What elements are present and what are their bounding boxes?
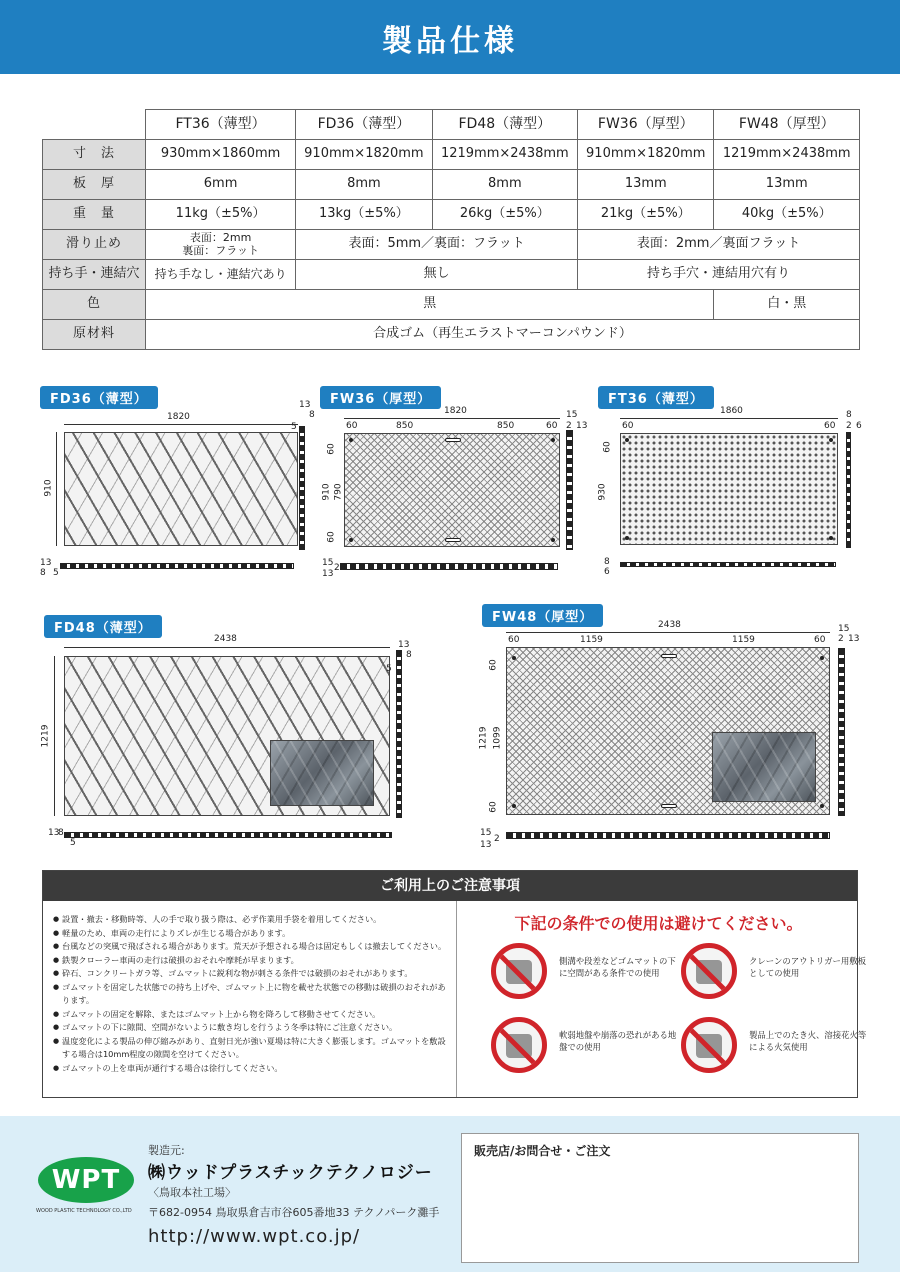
dim-span: 1159	[580, 635, 603, 645]
prohibition-icon	[491, 1017, 547, 1073]
dim-line	[620, 418, 838, 419]
connect-hole	[820, 656, 824, 660]
logo-subtitle: WOOD PLASTIC TECHNOLOGY CO.,LTD	[36, 1208, 132, 1214]
dim-thickness: 5	[53, 568, 59, 578]
antislip-ft36-top: 表面：2mm	[189, 231, 252, 245]
model-fd36: FD36（薄型）	[296, 110, 432, 140]
dim-thickness: 5	[70, 838, 76, 848]
dim-thickness: 15	[838, 624, 850, 634]
list-item: ● 設置・撤去・移動時等、人の手で取り扱う際は、必ず作業用手袋を着用してください。	[53, 913, 453, 927]
model-ft36: FT36（薄型）	[146, 110, 296, 140]
table-row	[43, 320, 860, 350]
dim-thickness: 13	[398, 640, 410, 650]
dim-thickness: 2	[838, 634, 844, 644]
dim-thickness: 6	[856, 421, 862, 431]
handle-slot	[445, 538, 461, 542]
table-cell: 11kg（±5%）	[146, 200, 296, 230]
dim-thickness: 6	[604, 567, 610, 577]
dim-span: 1159	[732, 635, 755, 645]
dim-line	[64, 647, 390, 648]
mat-ft36	[620, 433, 838, 545]
contact-box	[461, 1133, 859, 1263]
table-cell: 表面：5mm／裏面：フラット	[296, 230, 578, 260]
table-cell: 1219mm×2438mm	[714, 140, 860, 170]
page-title: 製品仕様	[382, 24, 518, 59]
dim-thickness: 8	[40, 568, 46, 578]
website-link[interactable]: http://www.wpt.co.jp/	[148, 1226, 361, 1247]
connect-hole	[349, 438, 353, 442]
warning-item	[681, 1017, 871, 1087]
warning-item	[681, 943, 871, 1013]
dim-height: 930	[597, 483, 608, 501]
list-item: ● 鉄製クローラー車両の走行は破損のおそれや摩耗が早まります。	[53, 954, 453, 968]
dim-thickness: 15	[322, 558, 334, 568]
header-bar	[0, 0, 900, 74]
notes-section	[42, 870, 867, 1098]
warning-item	[491, 943, 681, 1013]
table-cell: 合成ゴム（再生エラストマーコンパウンド）	[146, 320, 860, 350]
side-profile	[846, 432, 851, 548]
dim-thickness: 13	[40, 558, 52, 568]
table-cell: 8mm	[432, 170, 577, 200]
address: 〒682-0954 鳥取県倉吉市谷605番地33 テクノパーク灘手	[148, 1206, 440, 1219]
table-cell: 8mm	[296, 170, 432, 200]
handle-slot	[445, 438, 461, 442]
prohibition-icon	[681, 943, 737, 999]
warning-text: 製品上でのたき火、溶接花火等による火気使用	[749, 1030, 867, 1052]
table-row	[43, 170, 860, 200]
connect-hole	[512, 656, 516, 660]
warning-text: 側溝や段差などゴムマットの下に空間がある条件での使用	[559, 956, 676, 978]
diagram-tag-ft36: FT36（薄型）	[598, 386, 714, 409]
table-cell: 白・黒	[714, 290, 860, 320]
dim-margin: 60	[326, 531, 337, 543]
connect-hole	[349, 538, 353, 542]
dim-line	[64, 424, 298, 425]
dim-height: 1219	[478, 726, 489, 750]
dim-span: 1099	[492, 726, 503, 750]
table-corner	[43, 110, 146, 140]
model-fd48: FD48（薄型）	[432, 110, 577, 140]
table-row	[43, 260, 860, 290]
table-cell: 910mm×1820mm	[578, 140, 714, 170]
table-row	[43, 290, 860, 320]
dim-height: 1219	[40, 724, 51, 748]
dim-span: 850	[396, 421, 414, 431]
notes-title: ご利用上のご注意事項	[43, 871, 857, 901]
handle-slot	[661, 804, 677, 808]
connect-hole	[829, 536, 833, 540]
connect-hole	[551, 538, 555, 542]
list-item: ● ゴムマットの固定を解除、またはゴムマット上から物を降ろして移動させてください。	[53, 1008, 453, 1022]
dim-thickness: 13	[848, 634, 860, 644]
connect-hole	[551, 438, 555, 442]
handle-slot	[661, 654, 677, 658]
dim-thickness: 2	[334, 563, 340, 573]
table-cell: 黒	[146, 290, 714, 320]
wpt-logo: WPT	[38, 1157, 134, 1203]
side-profile	[64, 832, 392, 838]
dim-height: 910	[321, 483, 332, 501]
model-fw48: FW48（厚型）	[714, 110, 860, 140]
warning-text: クレーンのアウトリガー用敷板としての使用	[749, 956, 866, 978]
list-item: ● ゴムマットの上を車両が通行する場合は徐行してください。	[53, 1062, 453, 1076]
table-cell: 26kg（±5%）	[432, 200, 577, 230]
dim-thickness: 8	[58, 828, 64, 838]
table-cell: 6mm	[146, 170, 296, 200]
dim-line	[54, 656, 55, 816]
table-cell: 40kg（±5%）	[714, 200, 860, 230]
side-profile	[506, 832, 830, 839]
dim-thickness: 15	[480, 828, 492, 838]
dim-thickness: 5	[291, 422, 297, 432]
table-row	[43, 140, 860, 170]
list-item: ● 台風などの突風で飛ばされる場合があります。荒天が予想される場合は固定もしくは撤去してください。	[53, 940, 453, 954]
antislip-ft36-bottom: 裏面：フラット	[182, 243, 259, 257]
diagram-tag-fw36: FW36（厚型）	[320, 386, 441, 409]
table-cell: 21kg（±5%）	[578, 200, 714, 230]
warning-item	[491, 1017, 681, 1087]
dim-line	[506, 632, 830, 633]
side-profile	[620, 562, 836, 567]
table-cell: 910mm×1820mm	[296, 140, 432, 170]
list-item: ● ゴムマットを固定した状態での持ち上げや、ゴムマット上に物を載せた状態での移動は破損のおそれがあります。	[53, 981, 453, 1008]
maker-label: 製造元:	[148, 1144, 185, 1157]
connect-hole	[625, 536, 629, 540]
mat-fd36	[64, 432, 298, 546]
diagram-tag-fd36: FD36（薄型）	[40, 386, 158, 409]
side-profile	[60, 563, 294, 569]
dim-margin: 60	[508, 635, 520, 645]
row-label-size: 寸 法	[43, 140, 146, 170]
connect-hole	[829, 438, 833, 442]
dim-thickness: 8	[406, 650, 412, 660]
table-cell: 13mm	[578, 170, 714, 200]
dim-thickness: 13	[48, 828, 60, 838]
table-cell: 930mm×1860mm	[146, 140, 296, 170]
row-label-weight: 重 量	[43, 200, 146, 230]
dim-span: 850	[497, 421, 515, 431]
table-cell: 持ち手穴・連結用穴有り	[578, 260, 860, 290]
dim-margin: 60	[326, 443, 337, 455]
dim-width: 2438	[214, 634, 237, 644]
dim-thickness: 8	[604, 557, 610, 567]
table-row	[43, 200, 860, 230]
dim-thickness: 13	[576, 421, 588, 431]
side-profile	[299, 426, 305, 550]
dim-thickness: 2	[846, 421, 852, 431]
list-item: ● ゴムマットの下に隙間、空間がないように敷き均しを行うよう冬季は特にご注意ください。	[53, 1021, 453, 1035]
dim-width: 1820	[444, 406, 467, 416]
dim-thickness: 13	[299, 400, 311, 410]
diagram-tag-fd48: FD48（薄型）	[44, 615, 162, 638]
product-photo	[270, 740, 374, 806]
dim-margin: 60	[814, 635, 826, 645]
table-header-row	[43, 110, 860, 140]
gutter-icon	[506, 960, 532, 984]
side-profile	[838, 648, 845, 816]
dim-line	[56, 432, 57, 546]
row-label-handle: 持ち手・連結穴	[43, 260, 146, 290]
dim-width: 1860	[720, 406, 743, 416]
soft-ground-icon	[506, 1034, 532, 1058]
dim-thickness: 15	[566, 410, 578, 420]
list-item: ● 温度変化による製品の伸び縮みがあり、直射日光が強い夏場は特に大きく膨張します。ゴムマットを敷設する場合は10mm程度の隙間を空けてください。	[53, 1035, 453, 1062]
side-profile	[396, 650, 402, 818]
dim-margin: 60	[824, 421, 836, 431]
list-item: ● 軽量のため、車両の走行によりズレが生じる場合があります。	[53, 927, 453, 941]
contact-label: 販売店/お問合せ・ご注文	[474, 1144, 611, 1158]
dim-thickness: 13	[322, 569, 334, 579]
row-label-antislip: 滑り止め	[43, 230, 146, 260]
dim-margin: 60	[602, 441, 613, 453]
dim-width: 2438	[658, 620, 681, 630]
table-cell: 13mm	[714, 170, 860, 200]
fire-icon	[696, 1034, 722, 1058]
dim-width: 1820	[167, 412, 190, 422]
dim-span: 790	[333, 483, 344, 501]
model-fw36: FW36（厚型）	[578, 110, 714, 140]
list-item: ● 砕石、コンクリートガラ等、ゴムマットに鋭利な物が刺さる条件では破損のおそれがあります。	[53, 967, 453, 981]
connect-hole	[512, 804, 516, 808]
notes-list	[53, 913, 453, 1075]
dim-thickness: 8	[309, 410, 315, 420]
prohibition-icon	[491, 943, 547, 999]
row-label-color: 色	[43, 290, 146, 320]
table-cell: 持ち手なし・連結穴あり	[146, 260, 296, 290]
table-cell: 表面：2mm／裏面フラット	[578, 230, 860, 260]
dim-line	[344, 418, 560, 419]
dim-height: 910	[43, 479, 54, 497]
warning-text: 軟弱地盤や崩落の恐れがある地盤での使用	[559, 1030, 677, 1052]
dim-thickness: 5	[386, 664, 392, 674]
table-cell: 無し	[296, 260, 578, 290]
table-cell: 13kg（±5%）	[296, 200, 432, 230]
table-cell: 1219mm×2438mm	[432, 140, 577, 170]
footer	[0, 1116, 900, 1272]
row-label-thickness: 板 厚	[43, 170, 146, 200]
dim-margin: 60	[622, 421, 634, 431]
dim-margin: 60	[488, 659, 499, 671]
maker-name: ㈱ウッドプラスチックテクノロジー	[148, 1163, 433, 1183]
dim-thickness: 2	[494, 834, 500, 844]
dim-margin: 60	[546, 421, 558, 431]
connect-hole	[820, 804, 824, 808]
diagram-tag-fw48: FW48（厚型）	[482, 604, 603, 627]
mat-fw36	[344, 433, 560, 547]
avoid-title: 下記の条件での使用は避けてください。	[514, 914, 803, 933]
side-profile	[566, 430, 573, 550]
dim-thickness: 13	[480, 840, 492, 850]
spec-table	[42, 109, 860, 350]
dim-thickness: 2	[566, 421, 572, 431]
prohibition-icon	[681, 1017, 737, 1073]
table-cell	[146, 230, 296, 260]
dim-margin: 60	[488, 801, 499, 813]
crane-outrigger-icon	[696, 960, 722, 984]
dim-margin: 60	[346, 421, 358, 431]
product-photo	[712, 732, 816, 802]
row-label-material: 原材料	[43, 320, 146, 350]
connect-hole	[625, 438, 629, 442]
branch-name: 〈鳥取本社工場〉	[148, 1186, 236, 1199]
notes-divider	[456, 901, 457, 1097]
dim-thickness: 8	[846, 410, 852, 420]
table-row	[43, 230, 860, 260]
side-profile	[340, 563, 558, 570]
